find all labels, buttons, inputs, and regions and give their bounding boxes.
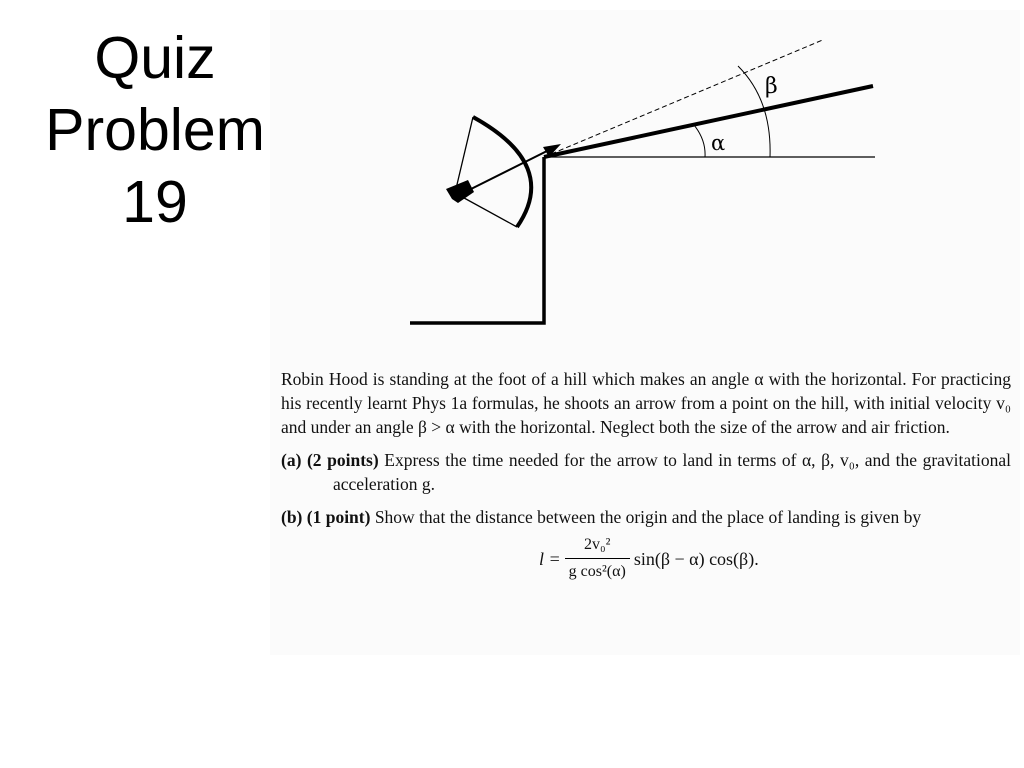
bow-string — [455, 117, 517, 227]
part-a-text: Express the time needed for the arrow to land in terms of α, β, v₀, and the gravitational acceleration g. — [333, 450, 1012, 494]
beta-label: β — [765, 74, 778, 99]
title-line-1: Quiz — [94, 25, 216, 91]
title-line-2: Problem — [45, 97, 265, 163]
formula-rhs: sin(β − α) cos(β). — [633, 548, 759, 569]
part-a — [281, 448, 1011, 496]
ground-line — [410, 157, 544, 323]
robin-hood-diagram — [395, 40, 885, 340]
formula-lhs: l = — [539, 548, 561, 569]
formula-denominator: g cos²(α) — [565, 558, 630, 584]
launch-direction-dashed-line — [544, 40, 875, 157]
alpha-angle-arc — [694, 125, 705, 157]
part-b — [281, 505, 1011, 529]
hill-incline-line — [544, 86, 873, 157]
part-b-label: (b) (1 point) — [281, 507, 371, 527]
formula-fraction — [565, 533, 630, 584]
formula-numerator: 2v₀² — [584, 536, 611, 553]
part-b-text: Show that the distance between the origin and the place of landing is given by — [374, 507, 922, 527]
arrow-fletching — [446, 180, 474, 203]
title-line-3: 19 — [122, 169, 188, 235]
alpha-label: α — [711, 131, 726, 155]
part-a-label: (a) (2 points) — [281, 450, 379, 470]
slide-title — [20, 22, 290, 238]
bow — [473, 117, 531, 227]
problem-intro: Robin Hood is standing at the foot of a hill which makes an angle α with the horizontal. For practicing his recently learnt Phys 1a formulas, he shoots an arrow from a point on the hill, with initial velocity v₀ and under an angle β > α with the horizontal. Neglect both the size of the arrow and air friction. — [281, 369, 1011, 437]
problem-text — [281, 367, 1011, 584]
distance-formula — [539, 533, 1011, 584]
